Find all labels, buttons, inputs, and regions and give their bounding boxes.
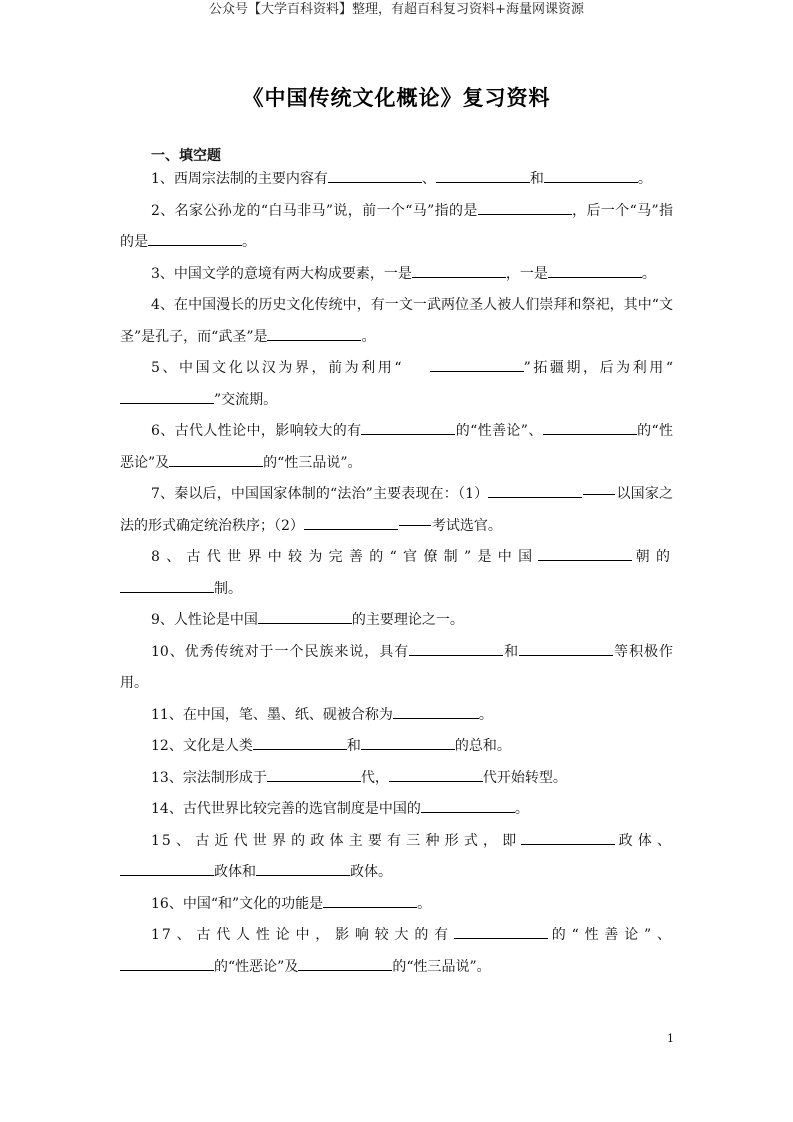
question-text: 8、古代世界中较为完善的“官僚制”是中国	[151, 549, 539, 565]
answer-blank[interactable]	[454, 937, 548, 939]
question-text: 政体和	[214, 864, 256, 880]
question-text: ”拓疆期，后为利用“	[523, 360, 673, 376]
question-text: 制。	[214, 580, 242, 597]
question-text: 12、文化是人类	[151, 738, 253, 754]
question-2	[120, 196, 673, 259]
answer-blank[interactable]	[548, 276, 642, 278]
answer-blank[interactable]	[120, 402, 214, 404]
question-text: 15、古近代世界的政体主要有三种形式，即	[151, 832, 522, 849]
question-text: 的“性恶论”及	[214, 958, 299, 975]
question-3	[120, 259, 673, 291]
question-text: 代，	[360, 769, 389, 786]
question-7	[120, 479, 673, 542]
question-text: 。	[514, 801, 529, 817]
answer-blank[interactable]	[267, 780, 361, 782]
question-text: 。	[417, 895, 432, 912]
question-text: 2、名家公孙龙的“白马非马”说，前一个“马”指的是	[151, 202, 478, 219]
answer-blank[interactable]	[538, 559, 632, 561]
question-text: 10、优秀传统对于一个民族来说，具有	[151, 643, 410, 660]
question-text: 3、中国文学的意境有两大构成要素，一是	[151, 265, 412, 282]
question-text: 。	[242, 234, 256, 250]
question-text: 的“性三品说”。	[392, 958, 491, 975]
question-text: 14、古代世界比较完善的选官制度是中国的	[151, 801, 421, 817]
question-text: 4、在中国漫长的历史文化传统中，有一文一武两位圣人被人们崇拜和祭祀，其中“文圣”是孔子，而“武圣”是	[120, 297, 673, 345]
answer-blank[interactable]	[430, 370, 524, 372]
question-text: 和	[503, 643, 520, 660]
question-text: 1、西周宗法制的主要内容有	[151, 171, 328, 187]
question-text: 。	[478, 706, 493, 723]
question-6	[120, 416, 673, 479]
answer-blank[interactable]	[253, 748, 347, 750]
question-text: 政体、	[615, 832, 673, 849]
question-8	[120, 542, 673, 605]
answer-blank[interactable]	[478, 213, 572, 215]
answer-blank[interactable]	[488, 496, 582, 498]
answer-blank[interactable]	[120, 591, 214, 593]
answer-blank[interactable]	[421, 811, 515, 813]
answer-blank[interactable]	[393, 717, 479, 719]
answer-blank[interactable]	[298, 969, 392, 971]
answer-blank[interactable]	[521, 843, 615, 845]
answer-blank[interactable]	[409, 654, 503, 656]
question-text: 以国家之法的形式确定统治秩序；（2）	[120, 486, 673, 534]
answer-blank[interactable]	[148, 244, 242, 246]
answer-blank[interactable]	[120, 874, 214, 876]
answer-blank[interactable]	[436, 181, 530, 183]
answer-blank[interactable]	[304, 528, 398, 530]
question-text: 的“性恶论”及	[120, 423, 673, 471]
question-text: 的主要理论之一。	[351, 612, 464, 628]
question-text: ，后一个“马”指的是	[120, 202, 673, 250]
question-text: 和	[529, 171, 544, 187]
section-heading: 一、填空题	[151, 148, 221, 164]
answer-blank[interactable]	[169, 465, 263, 467]
question-13	[120, 763, 673, 795]
question-list	[120, 164, 673, 983]
question-text: 。	[641, 265, 656, 282]
answer-blank[interactable]	[258, 622, 352, 624]
answer-blank[interactable]	[543, 433, 637, 435]
question-5	[120, 353, 673, 416]
question-text: ”交流期。	[214, 391, 278, 408]
question-text: 朝的	[632, 549, 673, 565]
question-text: 。	[637, 171, 652, 187]
document-title: 《中国传统文化概论》复习资料	[242, 86, 551, 110]
answer-blank[interactable]	[323, 906, 417, 908]
question-text: 的“性三品说”。	[263, 454, 362, 471]
page-header: 公众号【大学百科资料】整理，有超百科复习资料+海量网课资源	[209, 2, 584, 17]
question-text: 。	[361, 328, 376, 345]
question-4	[120, 290, 673, 353]
question-15	[120, 826, 673, 889]
answer-blank[interactable]	[328, 181, 422, 183]
dash-separator	[583, 494, 615, 495]
question-text: 和	[346, 738, 361, 754]
question-text: 的“性善论”、	[455, 423, 543, 439]
question-text: 11、在中国，笔、墨、纸、砚被合称为	[151, 706, 393, 723]
question-9	[120, 605, 673, 637]
question-text: 等积极作用。	[120, 643, 673, 691]
page-number: 1	[667, 1032, 674, 1045]
question-14	[120, 794, 673, 826]
answer-blank[interactable]	[120, 969, 214, 971]
question-text: 的总和。	[454, 738, 511, 754]
answer-blank[interactable]	[361, 433, 455, 435]
answer-blank[interactable]	[519, 654, 613, 656]
question-text: 16、中国“和”文化的功能是	[151, 895, 324, 912]
question-16	[120, 889, 673, 921]
question-text: 6、古代人性论中，影响较大的有	[151, 423, 362, 439]
question-text: 、	[421, 171, 436, 187]
question-1	[120, 164, 673, 196]
answer-blank[interactable]	[256, 874, 350, 876]
question-17	[120, 920, 673, 983]
dash-separator	[399, 525, 431, 526]
answer-blank[interactable]	[544, 181, 638, 183]
question-text: 考试选官。	[431, 517, 502, 534]
question-text: 的“性善论”、	[547, 927, 673, 943]
question-text: 7、秦以后，中国国家体制的“法治”主要表现在：（1）	[151, 486, 489, 502]
answer-blank[interactable]	[389, 780, 483, 782]
question-text: 代开始转型。	[482, 769, 567, 786]
question-text: 9、人性论是中国	[151, 612, 258, 628]
question-text: 5、中国文化以汉为界，前为利用“	[151, 360, 402, 376]
question-text: 17、古代人性论中，影响较大的有	[151, 927, 454, 943]
question-12	[120, 731, 673, 763]
answer-blank[interactable]	[361, 748, 455, 750]
question-text: 13、宗法制形成于	[151, 769, 267, 786]
answer-blank[interactable]	[412, 276, 506, 278]
question-11	[120, 700, 673, 732]
answer-blank[interactable]	[267, 339, 361, 341]
question-text: 政体。	[350, 864, 392, 880]
question-10	[120, 637, 673, 700]
question-text: ，一是	[505, 265, 548, 282]
